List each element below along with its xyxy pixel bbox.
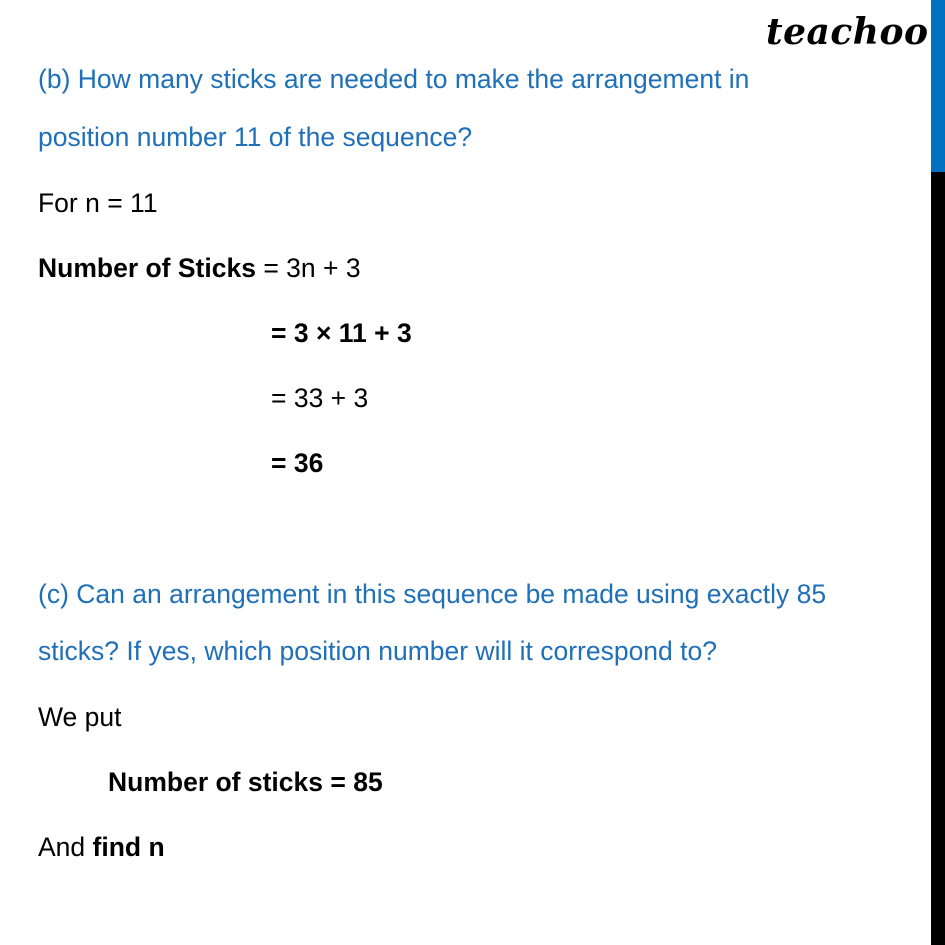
given-n: For n = 11 — [38, 188, 158, 218]
find-n-line — [38, 834, 165, 861]
side-bar-accent — [931, 0, 945, 172]
part-b-question-line-1: (b) How many sticks are needed to make the arrangement in — [38, 64, 750, 94]
part-c-question-line-1: (c) Can an arrangement in this sequence be made using exactly 85 — [38, 579, 827, 609]
step-substitute: = 3 × 11 + 3 — [271, 318, 412, 348]
sticks-equation: Number of sticks = 85 — [108, 767, 383, 797]
part-b-question-line-2: position number 11 of the sequence? — [38, 122, 473, 152]
step-multiply: = 33 + 3 — [271, 383, 369, 413]
formula-rhs: = 3n + 3 — [255, 253, 361, 283]
find-n-text: find n — [92, 832, 165, 862]
step-result: = 36 — [271, 448, 324, 478]
formula-line — [38, 255, 361, 282]
formula-label: Number of Sticks — [38, 253, 256, 283]
and-prefix: And — [38, 832, 93, 862]
part-c-question-line-2: sticks? If yes, which position number will it correspond to? — [38, 636, 717, 666]
teachoo-logo: teachoo — [766, 11, 929, 53]
side-bar — [931, 0, 945, 945]
we-put-text: We put — [38, 702, 122, 732]
